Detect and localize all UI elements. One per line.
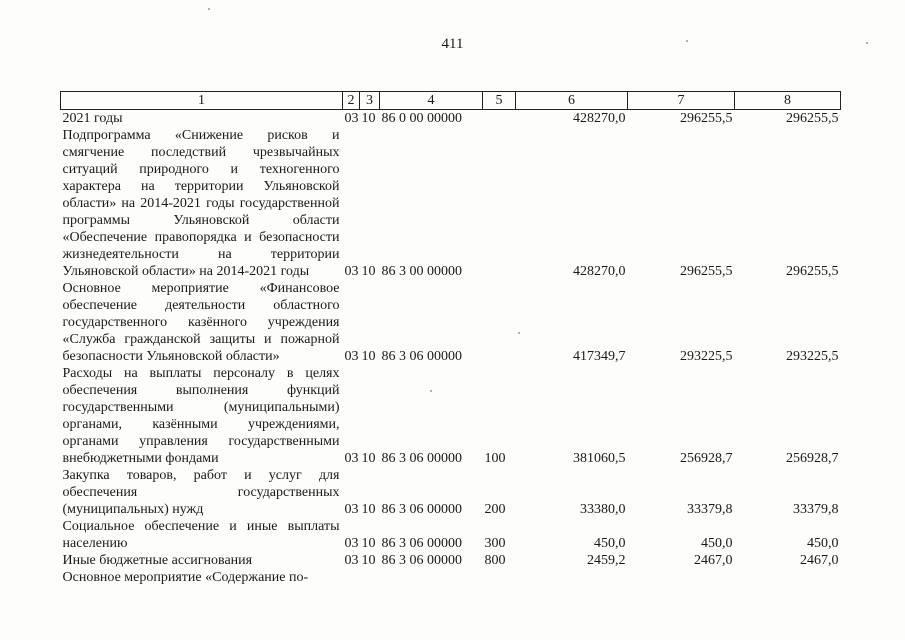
row-name: Закупка товаров, работ и услуг для обеспечения государственных (муниципальных) нужд: [62, 468, 340, 517]
row-target-article: 86 3 06 00000: [381, 502, 462, 517]
table-row: [61, 467, 841, 518]
row-section: 03: [344, 111, 359, 126]
row-target-article: 86 3 00 00000: [381, 264, 462, 279]
header-col-1: 1: [61, 92, 343, 110]
row-value-col6: 33380,0: [580, 502, 626, 517]
row-section: 03: [344, 349, 359, 364]
table-row: [61, 280, 841, 365]
row-section: 03: [344, 451, 359, 466]
row-section: 03: [344, 553, 359, 568]
row-value-col8: 2467,0: [800, 553, 839, 568]
header-row: [61, 92, 841, 110]
row-value-col8: 293225,5: [786, 349, 839, 364]
row-subsection: 10: [361, 111, 376, 126]
row-subsection: 10: [361, 264, 376, 279]
header-col-7: 7: [628, 92, 735, 110]
row-name: 2021 годы: [62, 111, 123, 126]
scan-speck: [208, 8, 210, 10]
budget-table: [60, 91, 841, 586]
header-col-2: 2: [343, 92, 360, 110]
header-col-4: 4: [380, 92, 483, 110]
row-value-col6: 417349,7: [573, 349, 626, 364]
row-section: 03: [344, 536, 359, 551]
table-row: [61, 110, 841, 128]
row-value-col7: 2467,0: [694, 553, 733, 568]
row-target-article: 86 3 06 00000: [381, 451, 462, 466]
row-name: Подпрограмма «Снижение рисков и смягчение последствий чрезвычайных ситуаций природного и техногенного характера на территории Ульяновской области» на 2014-2021 годы государственной программы Ульяновской области «Обеспечение правопорядка и безопасности жизнедеятельности на территории Ульяновской области» на 2014-2021 годы: [62, 128, 340, 279]
row-value-col8: 33379,8: [793, 502, 839, 517]
row-subsection: 10: [361, 553, 376, 568]
header-col-8: 8: [735, 92, 841, 110]
row-section: 03: [344, 264, 359, 279]
table-row-continuation: [61, 569, 841, 586]
row-target-article: 86 3 06 00000: [381, 553, 462, 568]
row-expense-type: [483, 127, 516, 280]
row-expense-type: [483, 280, 516, 365]
row-name: Социальное обеспечение и иные выплаты населению: [62, 519, 340, 551]
scan-speck: [430, 390, 432, 392]
scan-speck: [866, 42, 868, 44]
row-value-col7: 296255,5: [680, 264, 733, 279]
row-subsection: 10: [361, 536, 376, 551]
row-expense-type: 800: [484, 553, 506, 568]
header-col-5: 5: [483, 92, 516, 110]
scan-speck: [518, 332, 520, 334]
row-expense-type: 100: [484, 451, 506, 466]
row-value-col7: 450,0: [701, 536, 733, 551]
row-expense-type: [483, 110, 516, 128]
row-value-col8: 450,0: [807, 536, 839, 551]
row-value-col6: 381060,5: [573, 451, 626, 466]
row-subsection: 10: [361, 451, 376, 466]
page-number: 411: [441, 36, 464, 52]
row-name: Основное мероприятие «Финансовое обеспечение деятельности областного государственного казённого учреждения «Служба гражданской защиты и пожарной безопасности Ульяновской области»: [62, 281, 340, 364]
row-value-col8: 296255,5: [786, 264, 839, 279]
row-value-col8: 296255,5: [786, 111, 839, 126]
row-target-article: 86 0 00 00000: [381, 111, 462, 126]
row-value-col7: 293225,5: [680, 349, 733, 364]
row-value-col6: 428270,0: [573, 264, 626, 279]
header-col-3: 3: [360, 92, 380, 110]
table-row: [61, 518, 841, 552]
row-value-col8: 256928,7: [786, 451, 839, 466]
row-name-continued: Основное мероприятие «Содержание по-: [62, 570, 309, 585]
row-expense-type: 200: [484, 502, 506, 517]
row-value-col6: 2459,2: [587, 553, 626, 568]
row-value-col6: 450,0: [594, 536, 626, 551]
row-subsection: 10: [361, 502, 376, 517]
row-value-col6: 428270,0: [573, 111, 626, 126]
table-row: [61, 552, 841, 569]
scan-speck: [686, 40, 688, 42]
table-row: [61, 127, 841, 280]
row-target-article: 86 3 06 00000: [381, 536, 462, 551]
row-value-col7: 256928,7: [680, 451, 733, 466]
row-subsection: 10: [361, 349, 376, 364]
row-expense-type: 300: [484, 536, 506, 551]
row-section: 03: [344, 502, 359, 517]
row-value-col7: 33379,8: [687, 502, 733, 517]
header-col-6: 6: [516, 92, 628, 110]
row-name: Расходы на выплаты персоналу в целях обеспечения выполнения функций государственными (муниципальными) органами, казёнными учреждениями, органами управления государственными внебюджетными фондами: [62, 366, 340, 466]
row-name: Иные бюджетные ассигнования: [62, 553, 253, 568]
table-row: [61, 365, 841, 467]
row-target-article: 86 3 06 00000: [381, 349, 462, 364]
row-value-col7: 296255,5: [680, 111, 733, 126]
